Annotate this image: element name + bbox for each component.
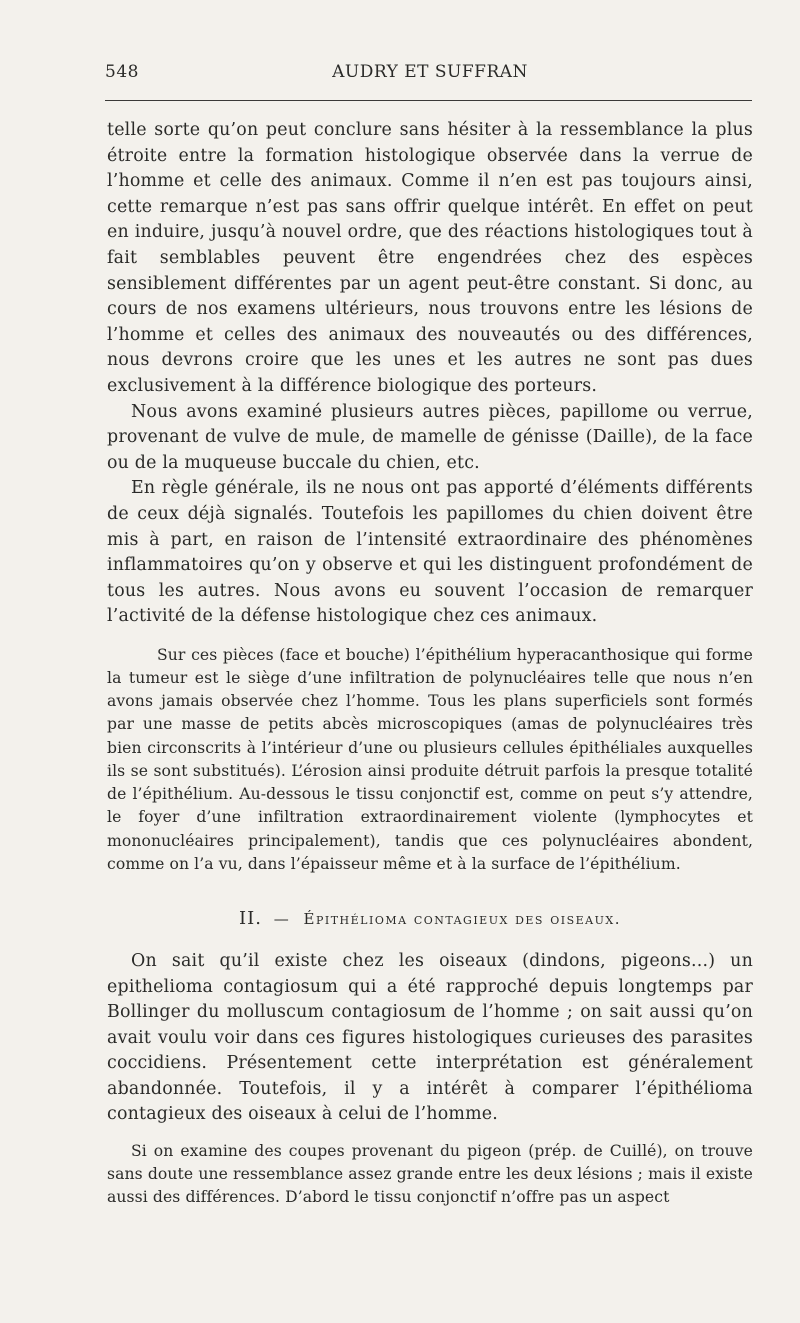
section-numeral: II.: [239, 907, 262, 929]
paragraph: telle sorte qu’on peut conclure sans hésiter à la ressemblance la plus étroite entre la formation histologique observée dans la verrue de l’homme et celle des animaux. Comme il n’en est pas toujours ainsi, cette remarque n’est pas sans offrir quelque intérêt. En effet on peut en induire, jusqu’à nouvel ordre, que des réactions histologiques tout à fait semblables peuvent être engendrées chez des espèces sensiblement différentes par un agent peut-être constant. Si donc, au cours de nos examens ultérieurs, nous trouvons entre les lésions de l’homme et celles des animaux des nouveautés ou des différences, nous devrons croire que les unes et les autres ne sont pas dues exclusivement à la différence biologique des porteurs.: [107, 120, 753, 396]
running-title: AUDRY ET SUFFRAN: [332, 62, 528, 82]
section-dash: —: [273, 909, 290, 928]
paragraph: En règle générale, ils ne nous ont pas apporté d’éléments différents de ceux déjà signalés. Toutefois les papillomes du chien doivent être mis à part, en raison de l’intensité extraordinaire des phénomènes inflammatoires qu’on y observe et qui les distinguent profondément de tous les autres. Nous avons eu souvent l’occasion de remarquer l’activité de la défense histologique chez ces animaux.: [107, 478, 753, 627]
small-print-block-1: [107, 644, 753, 876]
text-block-2: [107, 949, 753, 1128]
text-block-1: [107, 118, 753, 630]
small-paragraph: Si on examine des coupes provenant du pigeon (prép. de Cuillé), on trouve sans doute une ressemblance assez grande entre les deux lésions ; mais il existe aussi des différences. D’abord le tissu conjonctif n’offre pas un aspect: [107, 1142, 753, 1207]
header-rule: [105, 100, 752, 101]
paragraph: Nous avons examiné plusieurs autres pièces, papillome ou verrue, provenant de vulve de mule, de mamelle de génisse (Daille), de la face ou de la muqueuse buccale du chien, etc.: [107, 401, 753, 473]
section-title: Épithélioma contagieux des oiseaux.: [303, 909, 621, 928]
page-header: [105, 62, 755, 88]
page-number: 548: [105, 62, 139, 82]
small-paragraph: Sur ces pièces (face et bouche) l’épithélium hyperacanthosique qui forme la tumeur est le siège d’une infiltration de polynucléaires telle que nous n’en avons jamais observée chez l’homme. Tous les plans superficiels sont formés par une masse de petits abcès microscopiques (amas de polynucléaires très bien circonscrits à l’intérieur d’une ou plusieurs cellules épithéliales auxquelles ils se sont substitués). L’érosion ainsi produite détruit parfois la presque totalité de l’épithélium. Au-dessous le tissu conjonctif est, comme on peut s’y attendre, le foyer d’une infiltration extraordinairement violente (lymphocytes et mononucléaires principalement), tandis que ces polynucléaires abondent, comme on l’a vu, dans l’épaisseur même et à la surface de l’épithélium.: [107, 645, 753, 873]
small-print-block-2: [107, 1140, 753, 1210]
paragraph: On sait qu’il existe chez les oiseaux (dindons, pigeons...) un epithelioma contagiosum qui a été rapproché depuis longtemps par Bollinger du molluscum contagiosum de l’homme ; on sait aussi qu’on avait voulu voir dans ces figures histologiques curieuses des parasites coccidiens. Présentement cette interprétation est généralement abandonnée. Toutefois, il y a intérêt à comparer l’épithélioma contagieux des oiseaux à celui de l’homme.: [107, 950, 753, 1125]
section-heading: [107, 908, 753, 929]
page-body: [107, 118, 753, 1210]
